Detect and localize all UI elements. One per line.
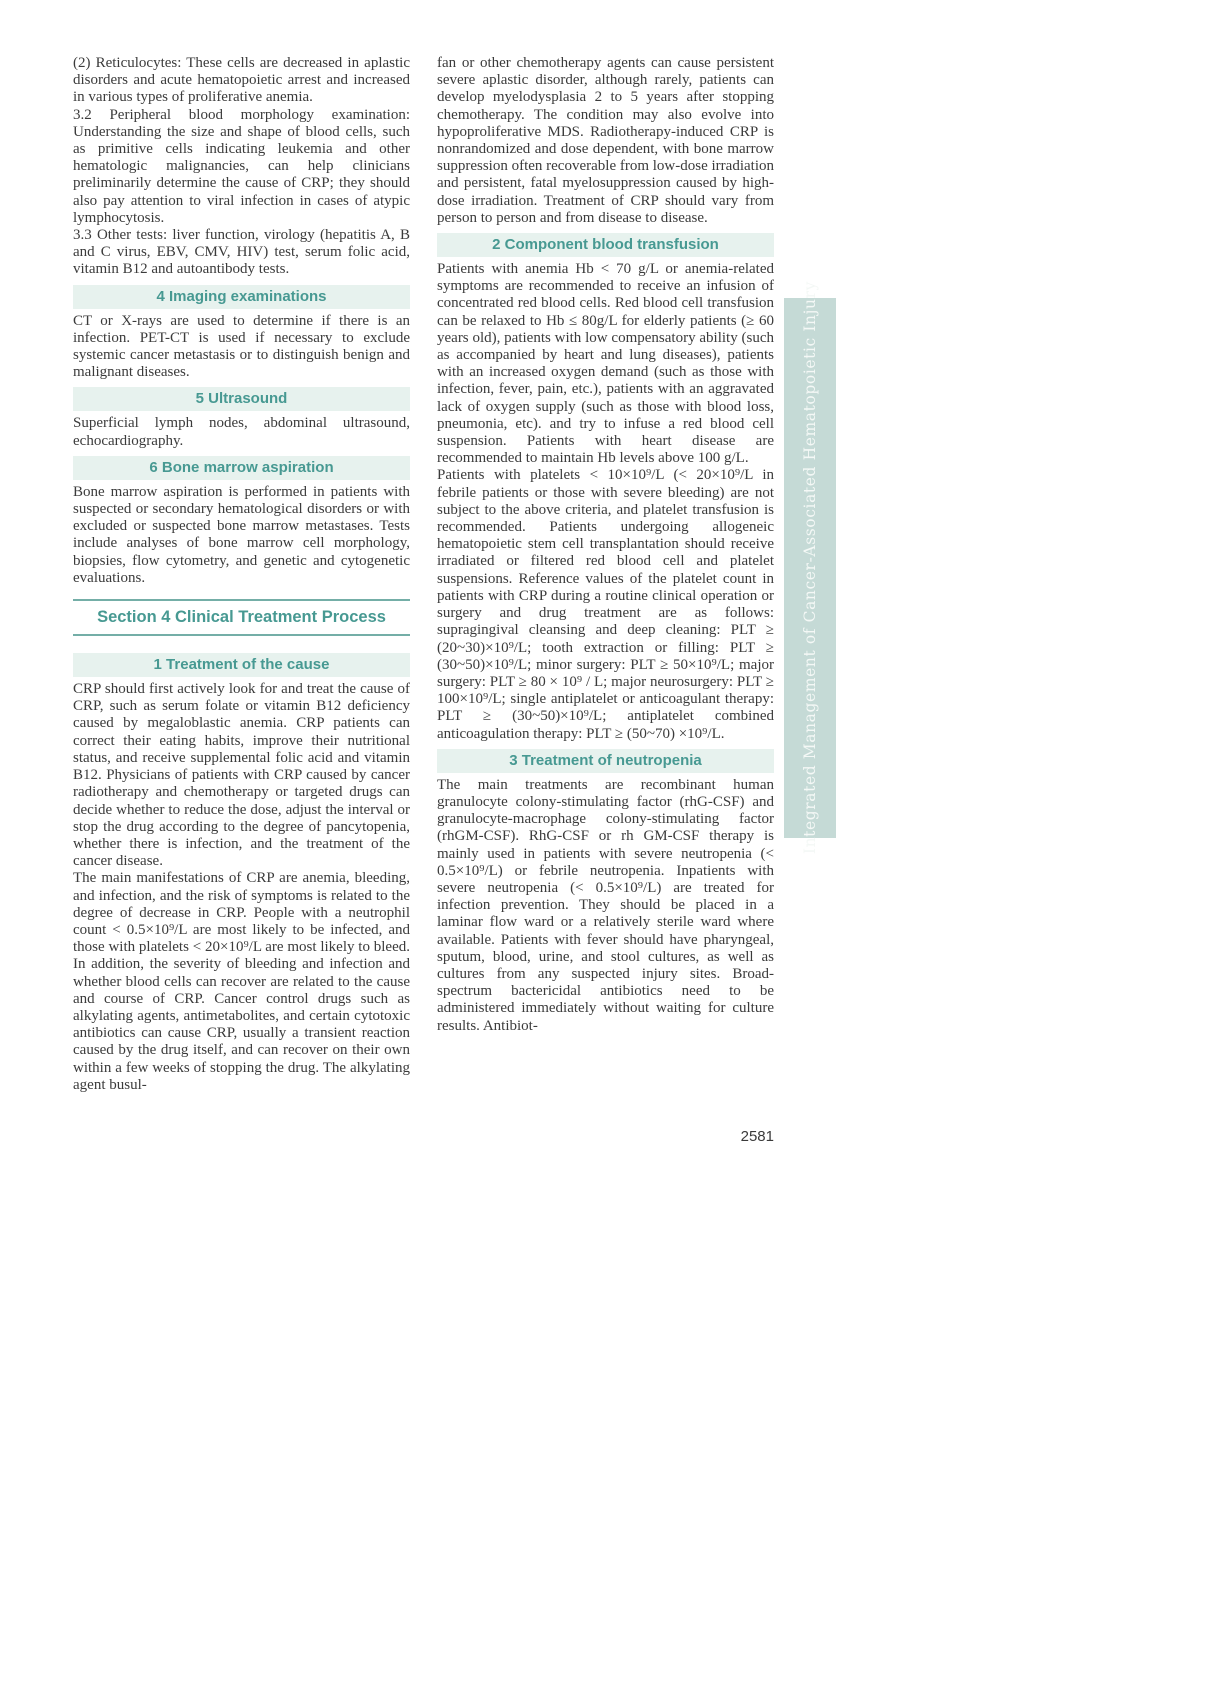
paragraph-main-manifestations: The main manifestations of CRP are anemia, bleeding, and infection, and the risk of symptoms is related to the degree of decrease in CRP. People with a neutrophil count < 0.5×10⁹/L are most likely to be infected, and those with platelets < 20×10⁹/L are most likely to bleed. In addition, the severity of bleeding and infection and whether blood cells can recover are related to the cause and course of CRP. Cancer control drugs such as alkylating agents, antimetabolites, and certain cytotoxic antibiotics can cause CRP, usually a transient reaction caused by the drug itself, and can recover on their own within a few weeks of stopping the drug. The alkylating agent busul- [73, 870, 410, 1093]
paragraph-ultrasound: Superficial lymph nodes, abdominal ultrasound, echocardiography. [73, 415, 410, 449]
paragraph-chemotherapy-agents: fan or other chemotherapy agents can cause persistent severe aplastic disorder, although rarely, patients can develop myelodysplasia 2 to 5 years after stopping chemotherapy. The condition may also evolve into hypoproliferative MDS. Radiotherapy-induced CRP is nonrandomized and dose dependent, with bone marrow suppression often recoverable from low-dose irradiation and persistent, fatal myelosuppression caused by high-dose irradiation. Treatment of CRP should vary from person to person and from disease to disease. [437, 55, 774, 226]
heading-imaging-examinations: 4 Imaging examinations [73, 285, 410, 309]
heading-component-blood-transfusion: 2 Component blood transfusion [437, 233, 774, 257]
left-column [73, 55, 410, 1094]
paragraph-treatment-of-cause: CRP should first actively look for and treat the cause of CRP, such as serum folate or vitamin B12 deficiency caused by megaloblastic anemia. CRP patients can correct their eating habits, improve their nutritional status, and receive supplemental folic acid and vitamin B12. Physicians of patients with CRP caused by cancer radiotherapy and chemotherapy or targeted drugs can decide whether to reduce the dose, adjust the interval or stop the drug according to the degree of pancytopenia, whether there is infection, and the treatment of the cancer disease. [73, 681, 410, 870]
right-column [437, 55, 774, 1094]
text-columns [73, 55, 774, 1094]
paragraph-neutropenia-treatment: The main treatments are recombinant human granulocyte colony-stimulating factor (rhG-CSF) and granulocyte-macrophage colony-stimulating factor (rhGM-CSF). RhG-CSF or rh GM-CSF therapy is mainly used in patients with severe neutropenia (< 0.5×10⁹/L) or febrile neutropenia. Inpatients with severe neutropenia (< 0.5×10⁹/L) are treated for infection prevention. They should be placed in a laminar flow ward or a relatively sterile ward where available. Patients with fever should have pharyngeal, sputum, blood, urine, and stool cultures, as well as cultures from any suspected injury sites. Broad-spectrum bactericidal antibiotics need to be administered immediately without waiting for culture results. Antibiot- [437, 776, 774, 1034]
paragraph-reticulocytes: (2) Reticulocytes: These cells are decreased in aplastic disorders and acute hematopoietic arrest and increased in various types of proliferative anemia. [73, 55, 410, 106]
section-heading-clinical-treatment-process: Section 4 Clinical Treatment Process [73, 599, 410, 636]
paragraph-imaging: CT or X-rays are used to determine if there is an infection. PET-CT is used if necessary to exclude systemic cancer metastasis or to distinguish benign and malignant diseases. [73, 312, 410, 381]
paragraph-peripheral-blood-morphology: 3.2 Peripheral blood morphology examination: Understanding the size and shape of blood cells, such as primitive cells indicating leukemia and other hematologic malignancies, can help clinicians preliminarily determine the cause of CRP; they should also pay attention to viral infection in cases of atypic lymphocytosis. [73, 106, 410, 226]
paragraph-bone-marrow-aspiration: Bone marrow aspiration is performed in patients with suspected or secondary hematological disorders or with excluded or suspected bone marrow metastases. Tests include analyses of bone marrow cell morphology, biopsies, flow cytometry, and genetic and cytogenetic evaluations. [73, 483, 410, 586]
heading-treatment-of-the-cause: 1 Treatment of the cause [73, 653, 410, 677]
paragraph-platelet-transfusion: Patients with platelets < 10×10⁹/L (< 20×10⁹/L in febrile patients or those with severe bleeding) are not subject to the above criteria, and platelet transfusion is recommended. Patients undergoing allogeneic hematopoietic stem cell transplantation should receive irradiated or filtered red blood cell and platelet suspensions. Reference values of the platelet count in patients with CRP during a routine clinical operation or surgery and drug treatment are as follows: supragingival cleansing and deep cleaning: PLT ≥ (20~30)×10⁹/L; tooth extraction or filling: PLT ≥ (30~50)×10⁹/L; minor surgery: PLT ≥ 50×10⁹/L; major surgery: PLT ≥ 80 × 10⁹ / L; major neurosurgery: PLT ≥ 100×10⁹/L; single antiplatelet or anticoagulant therapy: PLT ≥ (30~50)×10⁹/L; antiplatelet combined anticoagulation therapy: PLT ≥ (50~70) ×10⁹/L. [437, 467, 774, 742]
heading-bone-marrow-aspiration: 6 Bone marrow aspiration [73, 456, 410, 480]
heading-treatment-of-neutropenia: 3 Treatment of neutropenia [437, 749, 774, 773]
paragraph-anemia-transfusion: Patients with anemia Hb < 70 g/L or anemia-related symptoms are recommended to receive an infusion of concentrated red blood cells. Red blood cell transfusion can be relaxed to Hb ≤ 80g/L for elderly patients (≥ 60 years old), patients with low compensatory ability (such as accompanied by heart and lung diseases), patients with an increased oxygen demand (such as those with infection, fever, pain, etc.), patients with an aggravated lack of oxygen supply (such as those with blood loss, pneumonia, etc). and try to infuse a red blood cell suspension. Patients with heart disease are recommended to maintain Hb levels above 100 g/L. [437, 261, 774, 467]
heading-ultrasound: 5 Ultrasound [73, 387, 410, 411]
page-number: 2581 [740, 1128, 774, 1145]
paragraph-other-tests: 3.3 Other tests: liver function, virology (hepatitis A, B and C virus, EBV, CMV, HIV) test, serum folic acid, vitamin B12 and autoantibody tests. [73, 227, 410, 278]
chapter-title-vertical-text: Integrated Management of Cancer-Associated Hematopoietic Injury [801, 281, 819, 855]
chapter-title-sidebar [784, 281, 836, 855]
